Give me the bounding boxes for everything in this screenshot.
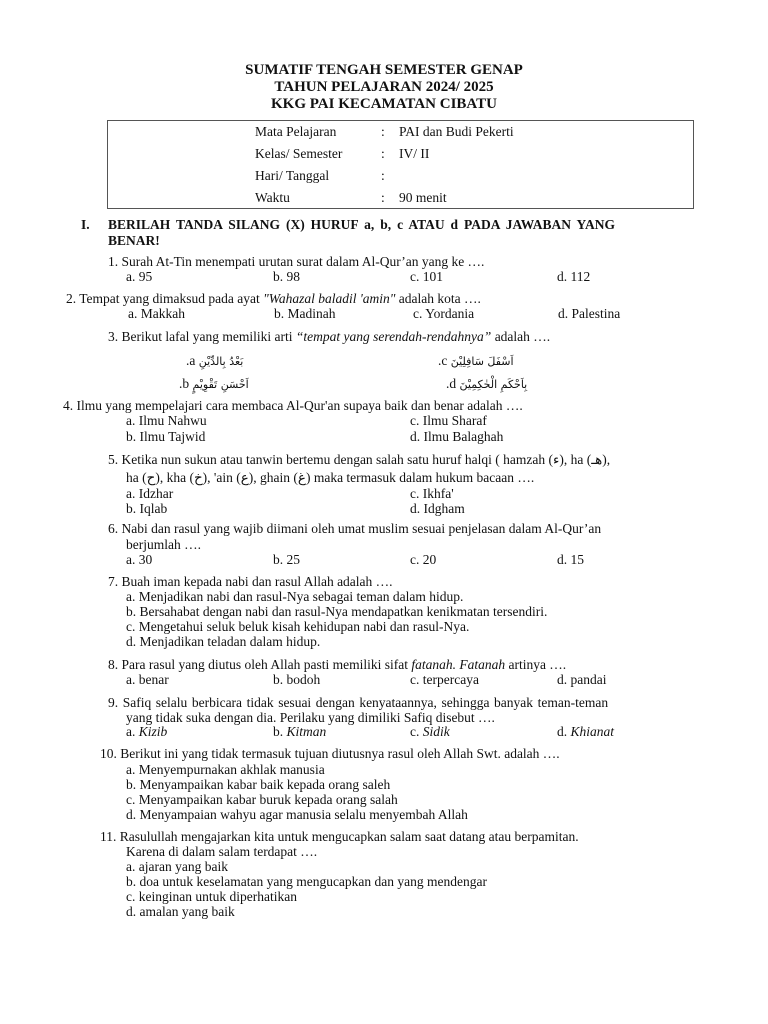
- q9-option-a[interactable]: a. Kizib: [126, 724, 168, 739]
- q11-option-b[interactable]: b. doa untuk keselamatan yang mengucapkan dan yang mendengar: [126, 874, 487, 889]
- q4-option-d[interactable]: d. Ilmu Balaghah: [410, 429, 504, 444]
- info-label-date: Hari/ Tanggal: [255, 168, 330, 183]
- q7-option-b[interactable]: b. Bersahabat dengan nabi dan rasul-Nya mendapatkan kenikmatan tersendiri.: [126, 604, 548, 619]
- question-7: 7. Buah iman kepada nabi dan rasul Allah adalah ….: [108, 574, 393, 589]
- section-instruction-cont: BENAR!: [108, 233, 160, 248]
- q8-option-a[interactable]: a. benar: [126, 672, 169, 687]
- q1-option-c[interactable]: c. 101: [410, 269, 443, 284]
- question-2: 2. Tempat yang dimaksud pada ayat "Wahazal baladil 'amin" adalah kota ….: [66, 291, 481, 306]
- q7-option-c[interactable]: c. Mengetahui seluk beluk kisah kehidupan nabi dan rasul-Nya.: [126, 619, 470, 634]
- q11-option-d[interactable]: d. amalan yang baik: [126, 904, 235, 919]
- question-4: 4. Ilmu yang mempelajari cara membaca Al-Qur'an supaya baik dan benar adalah ….: [63, 398, 523, 413]
- q3-option-d[interactable]: .d بِاَحْكَمِ الْحٰكِمِيْنَ: [446, 376, 528, 391]
- question-11-cont: Karena di dalam salam terdapat ….: [126, 844, 318, 859]
- info-value-subject: PAI dan Budi Pekerti: [399, 124, 514, 139]
- q6-option-d[interactable]: d. 15: [557, 552, 584, 567]
- q1-option-b[interactable]: b. 98: [273, 269, 300, 284]
- question-6: 6. Nabi dan rasul yang wajib diimani oleh umat muslim sesuai penjelasan dalam Al-Qur’an: [108, 521, 602, 536]
- info-sep: :: [381, 124, 385, 139]
- info-value-time: 90 menit: [399, 190, 447, 205]
- q11-option-a[interactable]: a. ajaran yang baik: [126, 859, 228, 874]
- section-number: I.: [81, 217, 90, 232]
- question-5: 5. Ketika nun sukun atau tanwin bertemu dengan salah satu huruf halqi ( hamzah (ء), ha (هـ),: [108, 452, 611, 467]
- q8-option-b[interactable]: b. bodoh: [273, 672, 321, 687]
- q6-option-a[interactable]: a. 30: [126, 552, 153, 567]
- q7-option-d[interactable]: d. Menjadikan teladan dalam hidup.: [126, 634, 321, 649]
- q3-option-a[interactable]: .a بَعْدُ بِالدِّيْنِ: [186, 353, 244, 368]
- q9-option-c[interactable]: c. Sidik: [410, 724, 450, 739]
- q1-option-a[interactable]: a. 95: [126, 269, 153, 284]
- q5-option-a[interactable]: a. Idzhar: [126, 486, 174, 501]
- organizer: KKG PAI KECAMATAN CIBATU: [271, 96, 497, 112]
- info-sep: :: [381, 146, 385, 161]
- question-9: 9. Safiq selalu berbicara tidak sesuai dengan kenyataannya, sehingga banyak teman-teman: [108, 695, 609, 710]
- q9-option-d[interactable]: d. Khianat: [557, 724, 615, 739]
- q4-option-a[interactable]: a. Ilmu Nahwu: [126, 413, 207, 428]
- academic-year: TAHUN PELAJARAN 2024/ 2025: [274, 79, 494, 95]
- info-sep: :: [381, 190, 385, 205]
- q10-option-b[interactable]: b. Menyampaikan kabar baik kepada orang saleh: [126, 777, 391, 792]
- info-label-time: Waktu: [255, 190, 290, 205]
- question-10: 10. Berikut ini yang tidak termasuk tujuan diutusnya rasul oleh Allah Swt. adalah ….: [100, 746, 560, 761]
- info-label-subject: Mata Pelajaran: [255, 124, 337, 139]
- q2-option-a[interactable]: a. Makkah: [128, 306, 185, 321]
- section-instruction: BERILAH TANDA SILANG (X) HURUF a, b, c ATAU d PADA JAWABAN YANG: [108, 217, 616, 232]
- q7-option-a[interactable]: a. Menjadikan nabi dan rasul-Nya sebagai teman dalam hidup.: [126, 589, 464, 604]
- q2-option-d[interactable]: d. Palestina: [558, 306, 621, 321]
- info-value-class: IV/ II: [399, 146, 430, 161]
- q10-option-a[interactable]: a. Menyempurnakan akhlak manusia: [126, 762, 325, 777]
- exam-title: SUMATIF TENGAH SEMESTER GENAP: [245, 62, 523, 78]
- q11-option-c[interactable]: c. keinginan untuk diperhatikan: [126, 889, 297, 904]
- q3-option-c[interactable]: .c اَسْفَلَ سَافِلِيْنَ: [438, 353, 514, 368]
- question-8: 8. Para rasul yang diutus oleh Allah pasti memiliki sifat fatanah. Fatanah artinya ….: [108, 657, 567, 672]
- q6-option-b[interactable]: b. 25: [273, 552, 300, 567]
- q4-option-b[interactable]: b. Ilmu Tajwid: [126, 429, 206, 444]
- q8-option-d[interactable]: d. pandai: [557, 672, 607, 687]
- q1-option-d[interactable]: d. 112: [557, 269, 591, 284]
- q10-option-c[interactable]: c. Menyampaikan kabar buruk kepada orang salah: [126, 792, 398, 807]
- question-6-cont: berjumlah ….: [126, 537, 201, 552]
- q5-option-d[interactable]: d. Idgham: [410, 501, 465, 516]
- q10-option-d[interactable]: d. Menyampaian wahyu agar manusia selalu menyembah Allah: [126, 807, 468, 822]
- q9-option-b[interactable]: b. Kitman: [273, 724, 327, 739]
- question-11: 11. Rasulullah mengajarkan kita untuk mengucapkan salam saat datang atau berpamitan.: [100, 829, 579, 844]
- q8-option-c[interactable]: c. terpercaya: [410, 672, 479, 687]
- question-1: 1. Surah At-Tin menempati urutan surat dalam Al-Qur’an yang ke ….: [108, 254, 485, 269]
- question-5-cont: ha (ح), kha (خ), 'ain (ع), ghain (غ) maka termasuk dalam hukum bacaan ….: [126, 470, 535, 485]
- q5-option-c[interactable]: c. Ikhfa': [410, 486, 454, 501]
- question-9-cont: yang tidak suka dengan dia. Perilaku yang dimiliki Safiq disebut ….: [126, 710, 495, 725]
- q3-option-b[interactable]: .b اَحْسَنِ تَقْوِيْمٍ: [179, 376, 249, 391]
- q4-option-c[interactable]: c. Ilmu Sharaf: [410, 413, 487, 428]
- q5-option-b[interactable]: b. Iqlab: [126, 501, 168, 516]
- q2-option-c[interactable]: c. Yordania: [413, 306, 475, 321]
- q2-option-b[interactable]: b. Madinah: [274, 306, 336, 321]
- info-label-class: Kelas/ Semester: [255, 146, 343, 161]
- info-sep: :: [381, 168, 385, 183]
- q6-option-c[interactable]: c. 20: [410, 552, 437, 567]
- question-3: 3. Berikut lafal yang memiliki arti “tempat yang serendah-rendahnya” adalah ….: [108, 329, 551, 344]
